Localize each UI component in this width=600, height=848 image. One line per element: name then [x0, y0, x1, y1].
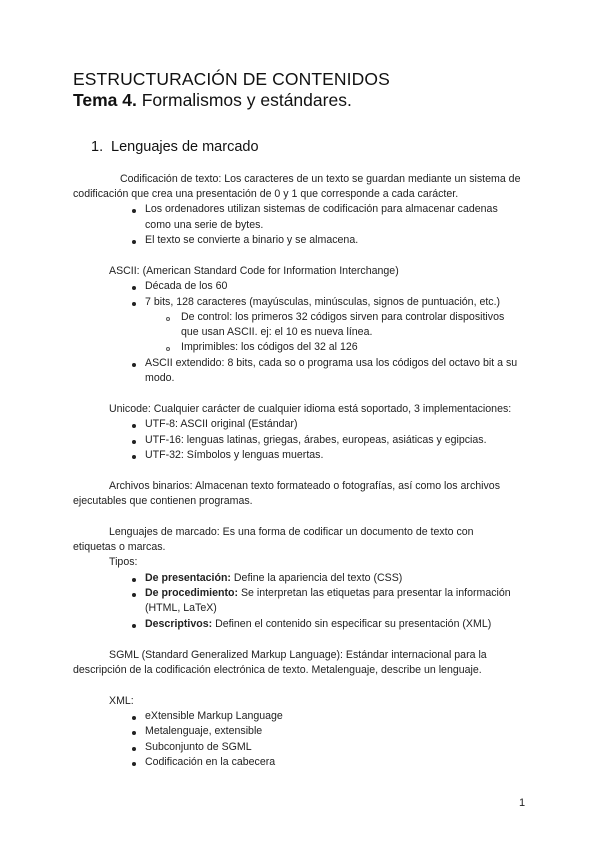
ascii-desc: (American Standard Code for Information Interchange)	[139, 265, 399, 277]
codificacion-bullet-1a: Los ordenadores utilizan sistemas de codificación para almacenar cadenas	[145, 203, 498, 215]
section-heading	[91, 139, 259, 155]
binarios-label: Archivos binarios:	[109, 480, 193, 492]
binarios-line2: ejecutables que contienen programas.	[73, 495, 253, 507]
marcado-bullet-1-bold: De presentación:	[145, 572, 231, 584]
ascii-bullet-2: 7 bits, 128 caracteres (mayúsculas, minúsculas, signos de puntuación, etc.)	[145, 296, 501, 308]
ascii-sub-1a: De control: los primeros 32 códigos sirven para controlar dispositivos	[181, 311, 505, 323]
marcado-paragraph	[109, 525, 474, 541]
codificacion-line2: codificación que crea una presentación de 0 y 1 que corresponde a cada carácter.	[73, 188, 459, 200]
bullet-dot	[132, 286, 136, 290]
codificacion-paragraph	[120, 172, 520, 188]
bullet-dot	[132, 440, 136, 444]
codificacion-bullet-2: El texto se convierte a binario y se almacena.	[145, 234, 359, 246]
subtitle-text: Formalismos y estándares.	[136, 90, 352, 110]
sgml-paragraph	[109, 648, 487, 664]
bullet-dot	[132, 578, 136, 582]
ascii-sub-1b: que usan ASCII. ej: el 10 es nueva línea.	[181, 326, 373, 338]
bullet-dot	[132, 716, 136, 720]
ascii-sub-2: Imprimibles: los códigos del 32 al 126	[181, 341, 358, 353]
unicode-bullet-2: UTF-16: lenguas latinas, griegas, árabes, europeas, asiáticas y egipcias.	[145, 434, 487, 446]
binarios-paragraph	[109, 479, 500, 495]
sgml-line2: descripción de la codificación electrónica de texto. Metalenguaje, describe un lenguaje.	[73, 664, 482, 676]
ascii-extended-a: ASCII extendido: 8 bits, cada so o programa usa los códigos del octavo bit a su	[145, 357, 518, 369]
ascii-extended-b: modo.	[145, 372, 175, 384]
marcado-bullet-3-bold: Descriptivos:	[145, 618, 213, 630]
document-title: ESTRUCTURACIÓN DE CONTENIDOS	[73, 69, 390, 89]
marcado-bullet-2-text: Se interpretan las etiquetas para presentar la información	[238, 587, 511, 599]
page-number: 1	[519, 797, 526, 809]
ascii-label: ASCII:	[109, 265, 140, 277]
sub-bullet-circle	[166, 347, 170, 351]
unicode-bullet-3: UTF-32: Símbolos y lenguas muertas.	[145, 449, 324, 461]
sgml-label: SGML (Standard Generalized Markup Language)	[109, 649, 341, 661]
marcado-bullet-1	[145, 571, 402, 587]
bullet-dot	[132, 455, 136, 459]
unicode-desc: Cualquier carácter de cualquier idioma está soportado, 3 implementaciones:	[150, 403, 512, 415]
ascii-bullet-1: Década de los 60	[145, 280, 228, 292]
bullet-dot	[132, 240, 136, 244]
bullet-dot	[132, 593, 136, 597]
marcado-bullet-2b: (HTML, LaTeX)	[145, 602, 217, 614]
sgml-line1: : Estándar internacional para la	[340, 649, 487, 661]
unicode-bullet-1: UTF-8: ASCII original (Estándar)	[145, 418, 298, 430]
xml-bullet-3: Subconjunto de SGML	[145, 741, 252, 753]
binarios-line1: Almacenan texto formateado o fotografías, así como los archivos	[192, 480, 500, 492]
xml-bullet-1: eXtensible Markup Language	[145, 710, 283, 722]
document-subtitle	[73, 90, 352, 111]
unicode-label: Unicode:	[109, 403, 151, 415]
marcado-tipos: Tipos:	[109, 556, 138, 568]
marcado-label: Lenguajes de marcado:	[109, 526, 220, 538]
xml-label: XML:	[109, 695, 134, 707]
unicode-paragraph	[109, 402, 511, 418]
bullet-dot	[132, 363, 136, 367]
marcado-bullet-2	[145, 586, 511, 602]
bullet-dot	[132, 302, 136, 306]
bullet-dot	[132, 731, 136, 735]
marcado-bullet-3	[145, 617, 491, 633]
section-title: Lenguajes de marcado	[111, 139, 259, 155]
bullet-dot	[132, 209, 136, 213]
sub-bullet-circle	[166, 317, 170, 321]
marcado-bullet-1-text: Define la apariencia del texto (CSS)	[230, 572, 403, 584]
codificacion-bullet-1b: como una serie de bytes.	[145, 219, 264, 231]
marcado-line1: Es una forma de codificar un documento de texto con	[219, 526, 474, 538]
subtitle-topic: Tema 4.	[73, 90, 137, 110]
bullet-dot	[132, 424, 136, 428]
xml-bullet-2: Metalenguaje, extensible	[145, 725, 263, 737]
marcado-bullet-2-bold: De procedimiento:	[145, 587, 239, 599]
marcado-bullet-3-text: Definen el contenido sin especificar su presentación (XML)	[212, 618, 492, 630]
ascii-paragraph	[109, 264, 399, 280]
section-number: 1.	[91, 139, 104, 155]
xml-bullet-4: Codificación en la cabecera	[145, 756, 276, 768]
marcado-line2: etiquetas o marcas.	[73, 541, 166, 553]
bullet-dot	[132, 624, 136, 628]
bullet-dot	[132, 762, 136, 766]
codificacion-line1: Los caracteres de un texto se guardan mediante un sistema de	[221, 173, 521, 185]
bullet-dot	[132, 747, 136, 751]
codificacion-label: Codificación de texto:	[120, 173, 222, 185]
